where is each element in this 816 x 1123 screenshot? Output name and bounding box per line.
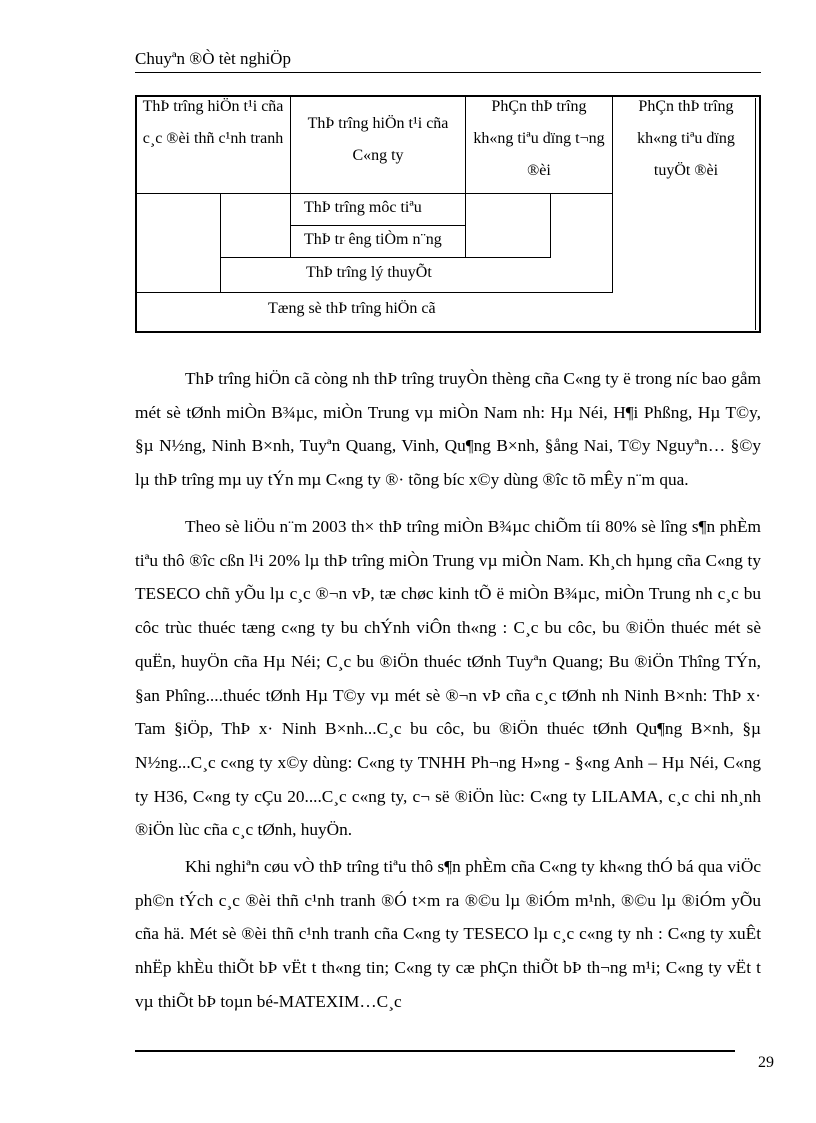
footer-rule bbox=[135, 1050, 735, 1052]
header-rule bbox=[135, 72, 761, 73]
diagram-inner-right-frame bbox=[755, 98, 758, 330]
paragraph-2: Theo sè liÖu n¨m 2003 th× thÞ trîng miÒn B¾µc chiÕm tíi 80% sè lîng s¶n phÈm tiªu thô ®îc cßn l¹i 20% lµ thÞ trîng miÒn Trung vµ miÒn Nam. Kh¸ch hµng cña C«ng ty TESECO chñ yÕu lµ c¸c ®¬n vÞ, tæ chøc kinh tÕ ë miÒn B¾µc, miÒn Trung nh c¸c bu côc trùc thuéc tæng c«ng ty bu chÝnh viÔn th«ng : C¸c bu côc, bu ®iÖn thuéc mét sè quËn, huyÖn cña Hµ Néi; C¸c bu ®iÖn thuéc tØnh Tuyªn Quang; Bu ®iÖn Thîng TÝn, §an Phîng....thuéc tØnh Hµ T©y vµ mét sè ®¬n vÞ cña c¸c tØnh nh Ninh B×nh: ThÞ x· Tam §iÖp, ThÞ x· Ninh B×nh...C¸c bu côc, bu ®iÖn thuéc tØnh Qu¶ng B×nh, §µ N½ng...C¸c c«ng ty x©y dùng: C«ng ty TNHH Ph¬ng H»ng - §«ng Anh – Hµ Néi, C«ng ty H36, C«ng ty cÇu 20....C¸c c«ng ty, c¬ së ®iÖn lùc: C«ng ty LILAMA, c¸c chi nh¸nh ®iÖn lùc cña c¸c tØnh, huyÖn. bbox=[135, 517, 761, 840]
competitors-label: ThÞ trîng hiÖn t¹i cña c¸c ®èi thñ c¹nh tranh bbox=[142, 98, 284, 147]
target-market-label: ThÞ trîng môc tiªu bbox=[304, 199, 422, 216]
running-header: Chuyªn ®Ò tèt nghiÖp bbox=[135, 49, 291, 68]
potential-market-label: ThÞ tr êng tiÒm n¨ng bbox=[304, 231, 442, 248]
total-market-label: Tæng sè thÞ trîng hiÖn cã bbox=[268, 300, 436, 317]
absolute-nonconsumers-label: PhÇn thÞ trîng kh«ng tiªu dïng tuyÖt ®èi bbox=[637, 98, 735, 179]
theoretical-market-label: ThÞ trîng lý thuyÕt bbox=[306, 264, 432, 281]
relative-nonconsumers-label: PhÇn thÞ trîng kh«ng tiªu dïng t¬ng ®èi bbox=[473, 98, 605, 179]
company-label: ThÞ trîng hiÖn t¹i cña C«ng ty bbox=[307, 115, 449, 164]
paragraph-1: ThÞ trîng hiÖn cã còng nh thÞ trîng truyÒn thèng cña C«ng ty ë trong níc bao gåm mét sè tØnh miÒn B¾µc, miÒn Trung vµ miÒn Nam nh: Hµ Néi, H¶i Phßng, Hµ T©y, §µ N½ng, Ninh B×nh, Tuyªn Quang, Vinh, Qu¶ng B×nh, §ång Nai, T©y Nguyªn… §©y lµ thÞ trîng mµ uy tÝn mµ C«ng ty ®· tõng bíc x©y dùng ®îc tõ mÊy n¨m qua. bbox=[135, 369, 761, 490]
page-number: 29 bbox=[758, 1054, 774, 1071]
paragraph-3: Khi nghiªn cøu vÒ thÞ trîng tiªu thô s¶n phÈm cña C«ng ty kh«ng thÓ bá qua viÖc ph©n tÝch c¸c ®èi thñ c¹nh tranh ®Ó t×m ra ®©u lµ ®iÓm m¹nh, ®©u lµ ®iÓm yÕu cña hä. Mét sè ®èi thñ c¹nh tranh cña C«ng ty TESECO lµ c¸c c«ng ty nh : C«ng ty xuÊt nhËp khÈu thiÕt bÞ vËt t th«ng tin; C«ng ty cæ phÇn thiÕt bÞ th¬ng m¹i; C«ng ty vËt t vµ thiÕt bÞ toµn bé-MATEXIM…C¸c bbox=[135, 857, 761, 1011]
